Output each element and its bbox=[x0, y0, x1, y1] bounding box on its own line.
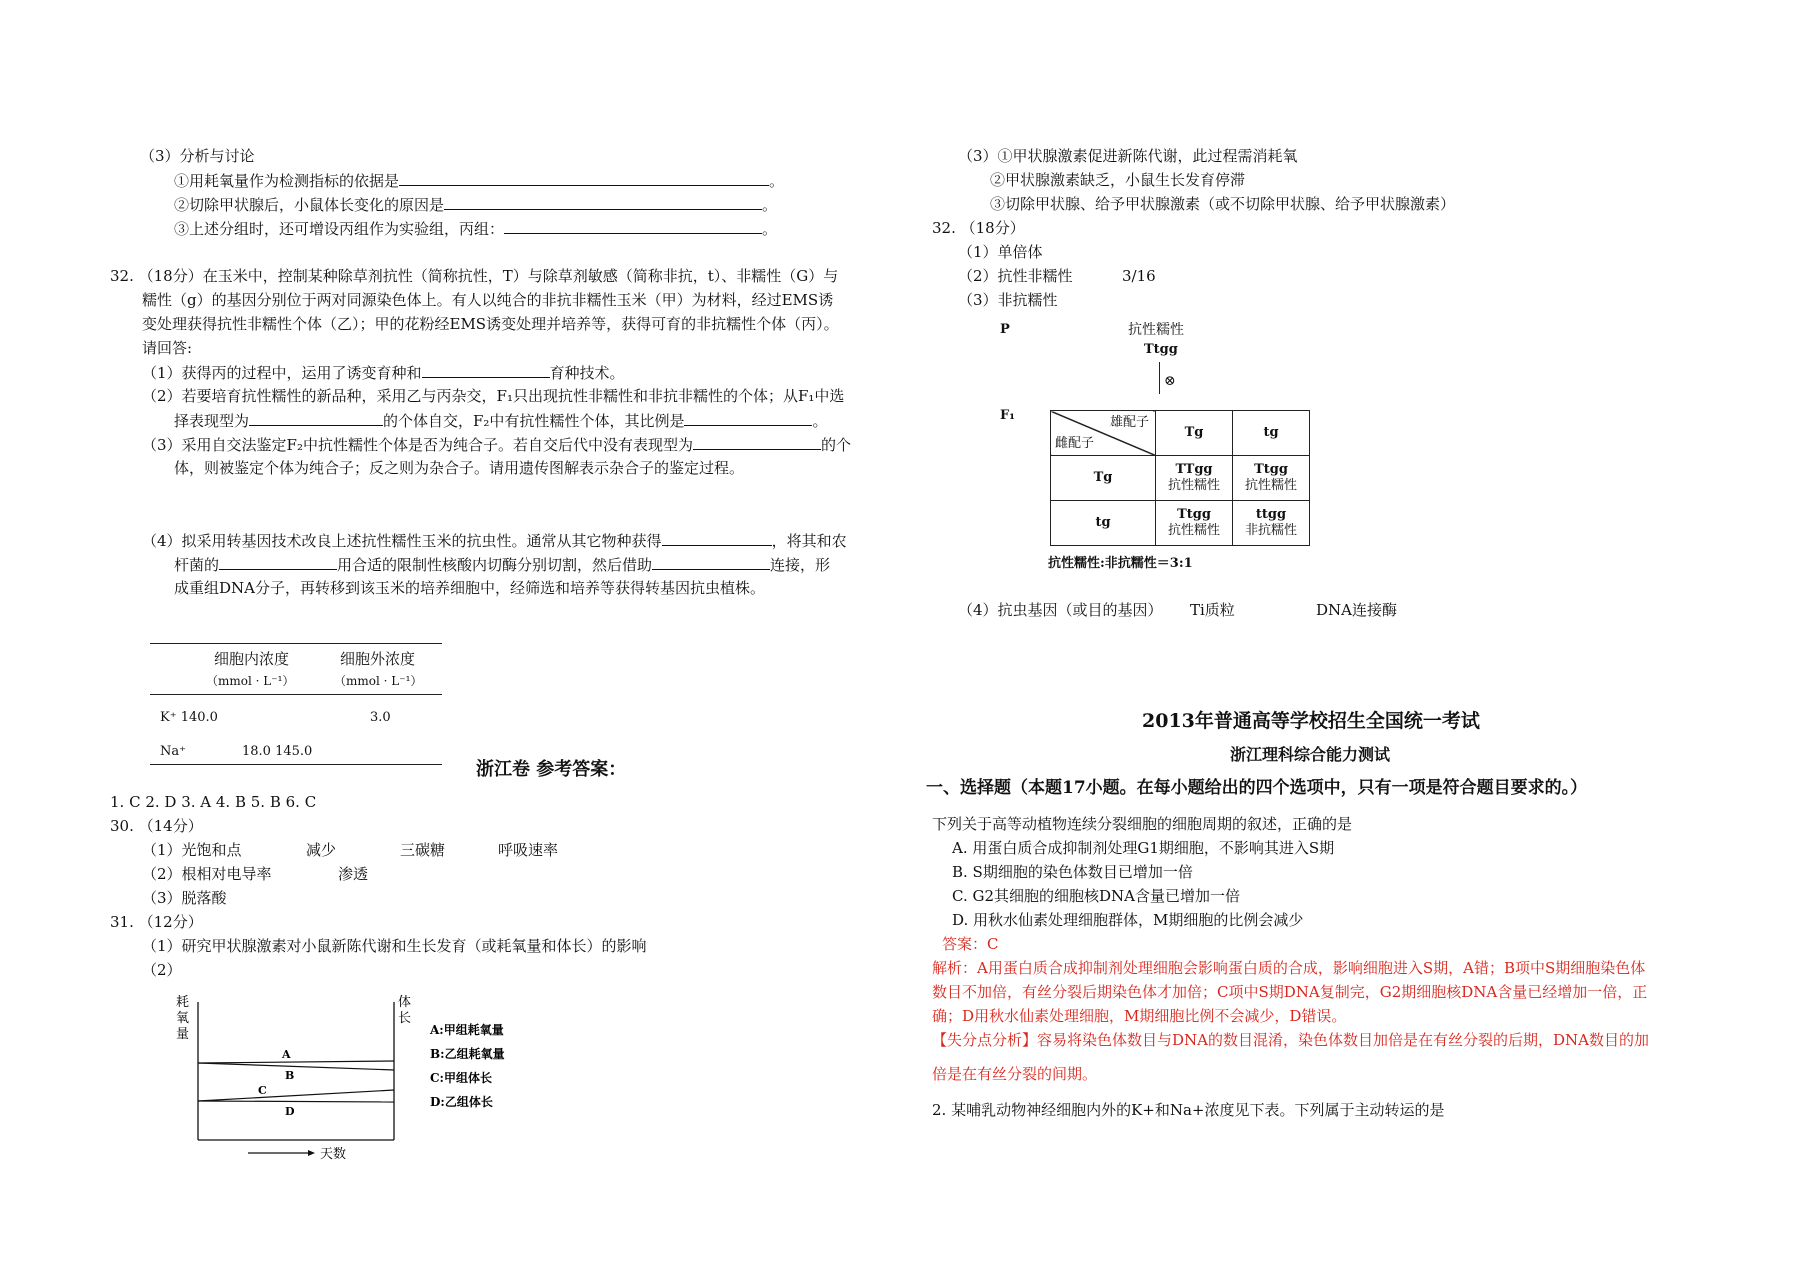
answer-blank[interactable] bbox=[249, 410, 383, 426]
a32-part2: （2）抗性非糯性 bbox=[958, 267, 1073, 285]
a32-part1: （1）单倍体 bbox=[958, 243, 1043, 261]
graph-x-label: 天数 bbox=[320, 1147, 347, 1162]
cross-parent-genotype: Ttgg bbox=[1144, 342, 1178, 357]
oxygen-length-graph bbox=[168, 990, 548, 1170]
exam-title: 2013年普通高等学校招生全国统一考试 bbox=[1142, 710, 1480, 732]
q32-line3: 变处理获得抗性非糯性个体（乙）；甲的花粉经EMS诱变处理并培养等，获得可育的非抗糯性个体（丙）。 bbox=[142, 315, 839, 333]
cross-f1-label: F₁ bbox=[1000, 408, 1015, 423]
table-row-na-label: Na⁺ bbox=[160, 744, 186, 759]
error-analysis-line1: 【失分点分析】容易将染色体数目与DNA的数目混淆，染色体数目加倍是在有丝分裂的后期，DNA数目的加 bbox=[932, 1031, 1649, 1049]
q31-3-heading: （3）分析与讨论 bbox=[140, 147, 255, 165]
q32-part1: （1）获得丙的过程中，运用了诱变育种和 育种技术。 bbox=[142, 364, 625, 382]
punnett-square bbox=[1050, 410, 1310, 546]
q32-line1: 32. （18分）在玉米中，控制某种除草剂抗性（简称抗性，T）与除草剂敏感（简称非抗，t）、非糯性（G）与 bbox=[110, 267, 839, 285]
a31-3-line3: ③切除甲状腺、给予甲状腺激素（或不切除甲状腺、给予甲状腺激素） bbox=[990, 195, 1456, 213]
answers-q30-1-b: 减少 bbox=[306, 841, 337, 859]
male-gamete-tg-lower: tg bbox=[1233, 411, 1310, 456]
table-rule-bottom bbox=[150, 764, 442, 765]
curve-c-line bbox=[198, 1090, 394, 1101]
explanation-line2: 数目不加倍，有丝分裂后期染色体才加倍；C项中S期DNA复制完，G2期细胞核DNA含量已经增加一倍，正 bbox=[932, 983, 1648, 1001]
a32-part4-plasmid: Ti质粒 bbox=[1190, 601, 1235, 619]
answers-choice: 1. C 2. D 3. A 4. B 5. B 6. C bbox=[110, 793, 317, 811]
explanation-line1: 解析：A用蛋白质合成抑制剂处理细胞会影响蛋白质的合成，影响细胞进入S期，A错；B项中S期细胞染色体 bbox=[932, 959, 1646, 977]
male-gamete-label: 雄配子 bbox=[1109, 415, 1149, 430]
answers-q30-2-a: （2）根相对电导率 bbox=[142, 865, 272, 883]
q32-part3-line1: （3）采用自交法鉴定F₂中抗性糯性个体是否为纯合子。若自交后代中没有表现型为 的个 bbox=[142, 436, 851, 454]
legend-a: A:甲组耗氧量 bbox=[430, 1023, 504, 1037]
answers-q31-2: （2） bbox=[142, 961, 182, 979]
legend-b: B:乙组耗氧量 bbox=[430, 1047, 505, 1061]
answers-q30: 30. （14分） bbox=[110, 817, 203, 835]
answer-blank[interactable] bbox=[693, 434, 821, 450]
graph-y-left-1: 耗 bbox=[176, 995, 190, 1010]
q31-3-line1: ①用耗氧量作为检测指标的依据是 。 bbox=[174, 172, 785, 190]
curve-a-line bbox=[198, 1061, 394, 1063]
q31-3-line2: ②切除甲状腺后，小鼠体长变化的原因是 。 bbox=[174, 196, 778, 214]
offspring-cell-12: Ttgg 抗性糯性 bbox=[1233, 456, 1310, 501]
legend-c: C:甲组体长 bbox=[430, 1071, 492, 1085]
option-a: A. 用蛋白质合成抑制剂处理G1期细胞，不影响其进入S期 bbox=[952, 839, 1335, 857]
cross-vertical-line bbox=[1159, 362, 1160, 394]
a32-part3: （3）非抗糯性 bbox=[958, 291, 1058, 309]
q32-part4-line3: 成重组DNA分子，再转移到该玉米的培养细胞中，经筛选和培养等获得转基因抗虫植株。 bbox=[174, 579, 765, 597]
female-gamete-tg-upper: Tg bbox=[1051, 456, 1156, 501]
selfing-symbol: ⊗ bbox=[1164, 373, 1176, 389]
answers-q30-3: （3）脱落酸 bbox=[142, 889, 227, 907]
curve-label-a: A bbox=[282, 1048, 291, 1061]
q32-part2-line2: 择表现型为 的个体自交，F₂中有抗性糯性个体，其比例是 。 bbox=[174, 412, 828, 430]
answer-blank[interactable] bbox=[219, 554, 337, 570]
a31-3-line2: ②甲状腺激素缺乏，小鼠生长发育停滞 bbox=[990, 171, 1246, 189]
table-row-k-value: 3.0 bbox=[370, 710, 391, 725]
answer-blank[interactable] bbox=[684, 410, 812, 426]
table-header-inner: 细胞内浓度 bbox=[214, 650, 290, 668]
offspring-cell-21: Ttgg 抗性糯性 bbox=[1156, 501, 1233, 546]
answers-q30-1-c: 三碳糖 bbox=[400, 841, 446, 859]
answer-blank[interactable] bbox=[444, 194, 762, 210]
answer-blank[interactable] bbox=[422, 362, 550, 378]
question-2: 2. 某哺乳动物神经细胞内外的K+和Na+浓度见下表。下列属于主动转运的是 bbox=[932, 1101, 1445, 1119]
cross-p-label: P bbox=[1000, 322, 1010, 337]
answer-blank[interactable] bbox=[662, 530, 772, 546]
graph-y-left-2: 氧 bbox=[176, 1011, 190, 1026]
curve-label-c: C bbox=[258, 1084, 267, 1097]
a32-part4: （4）抗虫基因（或目的基因） bbox=[958, 601, 1163, 619]
punnett-corner-cell bbox=[1051, 411, 1156, 456]
table-unit-outer: （mmol · L⁻¹） bbox=[334, 674, 423, 688]
question-1: 下列关于高等动植物连续分裂细胞的细胞周期的叙述，正确的是 bbox=[932, 815, 1353, 833]
table-rule-top bbox=[150, 643, 442, 644]
answer-text: 答案：C bbox=[942, 935, 999, 953]
a32-part2-ratio: 3/16 bbox=[1122, 267, 1156, 285]
answers-heading: 浙江卷 参考答案： bbox=[476, 759, 627, 780]
error-analysis-label: 【失分点分析】 bbox=[932, 1031, 1038, 1049]
offspring-cell-11: TTgg 抗性糯性 bbox=[1156, 456, 1233, 501]
female-gamete-label: 雌配子 bbox=[1055, 436, 1095, 451]
graph-y-left-3: 量 bbox=[176, 1027, 190, 1042]
q32-part2-line1: （2）若要培育抗性糯性的新品种，采用乙与丙杂交，F₁只出现抗性非糯性和非抗非糯性的个体；从F₁中选 bbox=[142, 387, 845, 405]
option-b: B. S期细胞的染色体数目已增加一倍 bbox=[952, 863, 1193, 881]
section-heading: 一、选择题（本题17小题。在每小题给出的四个选项中，只有一项是符合题目要求的。） bbox=[926, 778, 1588, 798]
curve-label-b: B bbox=[285, 1069, 295, 1082]
option-c: C. G2其细胞的细胞核DNA含量已增加一倍 bbox=[952, 887, 1240, 905]
q32-part4-line2: 杆菌的 用合适的限制性核酸内切酶分别切割，然后借助 连接，形 bbox=[174, 556, 831, 574]
time-arrow-head bbox=[308, 1150, 315, 1156]
answers-q30-1-a: （1）光饱和点 bbox=[142, 841, 242, 859]
answers-q30-2-b: 渗透 bbox=[338, 865, 369, 883]
q32-line2: 糯性（g）的基因分别位于两对同源染色体上。有人以纯合的非抗非糯性玉米（甲）为材料，经过EMS诱 bbox=[142, 291, 834, 309]
punnett-row-1 bbox=[1051, 456, 1310, 501]
explanation-line3: 确；D用秋水仙素处理细胞，M期细胞比例不会减少，D错误。 bbox=[932, 1007, 1347, 1025]
graph-y-right-2: 长 bbox=[398, 1011, 412, 1026]
punnett-header-row bbox=[1051, 411, 1310, 456]
q32-line4: 请回答: bbox=[142, 339, 193, 357]
answers-q31-1: （1）研究甲状腺激素对小鼠新陈代谢和生长发育（或耗氧量和体长）的影响 bbox=[142, 937, 647, 955]
curve-b-line bbox=[198, 1063, 394, 1070]
punnett-row-2 bbox=[1051, 501, 1310, 546]
table-unit-inner: （mmol · L⁻¹） bbox=[206, 674, 295, 688]
answer-blank[interactable] bbox=[504, 218, 762, 234]
answer-blank[interactable] bbox=[399, 170, 769, 186]
q32-part3-line2: 体，则被鉴定个体为纯合子；反之则为杂合子。请用遗传图解表示杂合子的鉴定过程。 bbox=[174, 459, 745, 477]
male-gamete-tg-upper: Tg bbox=[1156, 411, 1233, 456]
table-row-na-value: 18.0 145.0 bbox=[242, 744, 313, 759]
phenotype-ratio: 抗性糯性:非抗糯性＝3:1 bbox=[1048, 556, 1193, 571]
a31-3-line1: （3）①甲状腺激素促进新陈代谢，此过程需消耗氧 bbox=[958, 147, 1298, 165]
q31-3-line3: ③上述分组时，还可增设丙组作为实验组，丙组： 。 bbox=[174, 220, 778, 238]
option-d: D. 用秋水仙素处理细胞群体，M期细胞的比例会减少 bbox=[952, 911, 1304, 929]
curve-label-d: D bbox=[285, 1105, 295, 1118]
legend-d: D:乙组体长 bbox=[430, 1095, 493, 1109]
answers-q31: 31. （12分） bbox=[110, 913, 203, 931]
table-row-k-label: K⁺ 140.0 bbox=[160, 710, 218, 725]
graph-y-right-1: 体 bbox=[398, 995, 412, 1010]
answers-q30-1-d: 呼吸速率 bbox=[498, 841, 559, 859]
female-gamete-tg-lower: tg bbox=[1051, 501, 1156, 546]
answer-blank[interactable] bbox=[652, 554, 770, 570]
a32-heading: 32. （18分） bbox=[932, 219, 1025, 237]
q32-part4-line1: （4）拟采用转基因技术改良上述抗性糯性玉米的抗虫性。通常从其它物种获得 ，将其和农 bbox=[142, 532, 847, 550]
curve-d-line bbox=[198, 1101, 394, 1102]
a32-part4-ligase: DNA连接酶 bbox=[1316, 601, 1397, 619]
error-analysis-line2: 倍是在有丝分裂的间期。 bbox=[932, 1065, 1098, 1083]
offspring-cell-22: ttgg 非抗糯性 bbox=[1233, 501, 1310, 546]
cross-parent-phenotype: 抗性糯性 bbox=[1128, 322, 1184, 338]
table-header-outer: 细胞外浓度 bbox=[340, 650, 416, 668]
exam-subtitle: 浙江理科综合能力测试 bbox=[1230, 745, 1391, 764]
table-rule-mid bbox=[150, 694, 442, 695]
